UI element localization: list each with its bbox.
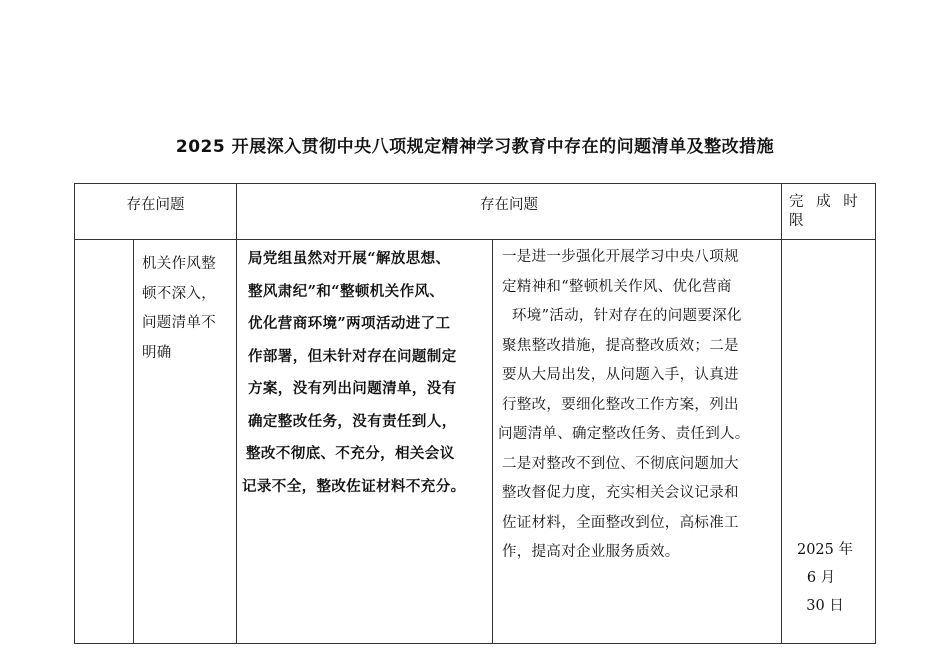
table-right-border — [875, 183, 876, 644]
table-col-divider-1 — [236, 183, 237, 644]
table-header-divider — [74, 239, 876, 240]
problem-detail-line: 整改不彻底、不充分，相关会议 — [246, 445, 455, 462]
problem-detail-cell — [242, 243, 490, 503]
problem-detail-line: 方案，没有列出问题清单，没有 — [248, 380, 457, 397]
header-deadline: 完 成 时限 — [789, 194, 862, 229]
measure-line: 佐证材料，全面整改到位，高标准工 — [502, 514, 739, 531]
problem-detail-line: 确定整改任务，没有责任到人， — [248, 412, 457, 430]
problem-detail-line: 局党组虽然对开展“解放思想、 — [248, 250, 451, 267]
problem-summary-cell — [142, 250, 234, 368]
deadline-year: 2025 年 — [796, 542, 853, 558]
header-problem: 存在问题 — [126, 197, 185, 213]
measure-line: 聚焦整改措施，提高整改质效；二是 — [502, 337, 739, 354]
table-inner-divider — [133, 239, 134, 644]
deadline-day: 30 日 — [806, 598, 844, 614]
problem-detail-line: 作部署，但未针对存在问题制定 — [248, 347, 457, 365]
measure-line: 行整改，要细化整改工作方案，列出 — [502, 396, 739, 413]
table-col-divider-3 — [781, 183, 782, 644]
header-problem-detail: 存在问题 — [480, 197, 538, 213]
table-col-divider-2 — [492, 239, 493, 644]
measure-line: 二是对整改不到位、不彻底问题加大 — [502, 455, 739, 472]
problem-summary-line: 机关作风整 — [142, 256, 216, 272]
measure-line: 要从大局出发，从问题入手，认真进 — [502, 367, 739, 383]
measure-line: 整改督促力度，充实相关会议记录和 — [502, 485, 739, 501]
document-title: 2025 开展深入贯彻中央八项规定精神学习教育中存在的问题清单及整改措施 — [175, 137, 775, 157]
problem-summary-line: 问题清单不 — [142, 315, 216, 331]
rectification-measures-cell — [498, 243, 778, 568]
problem-detail-line: 优化营商环境”两项活动进了工 — [248, 315, 451, 332]
problem-summary-line: 明确 — [142, 344, 172, 361]
problem-detail-line: 整风肃纪”和“整顿机关作风、 — [248, 282, 445, 300]
table-top-border — [74, 183, 876, 184]
measure-line: 定精神和“整顿机关作风、优化营商 — [502, 278, 732, 295]
problem-detail-line: 记录不全，整改佐证材料不充分。 — [242, 477, 466, 495]
deadline-cell — [785, 536, 865, 620]
measure-line: 作，提高对企业服务质效。 — [502, 544, 680, 560]
measure-line: 环境”活动，针对存在的问题要深化 — [512, 308, 742, 324]
table-left-border — [74, 183, 75, 644]
measure-line: 一是进一步强化开展学习中央八项规 — [502, 249, 739, 265]
measure-line: 问题清单、确定整改任务、责任到人。 — [498, 426, 750, 442]
table-bottom-border — [74, 643, 876, 644]
problem-summary-line: 顿不深入， — [142, 285, 216, 302]
deadline-month: 6 月 — [806, 570, 836, 586]
